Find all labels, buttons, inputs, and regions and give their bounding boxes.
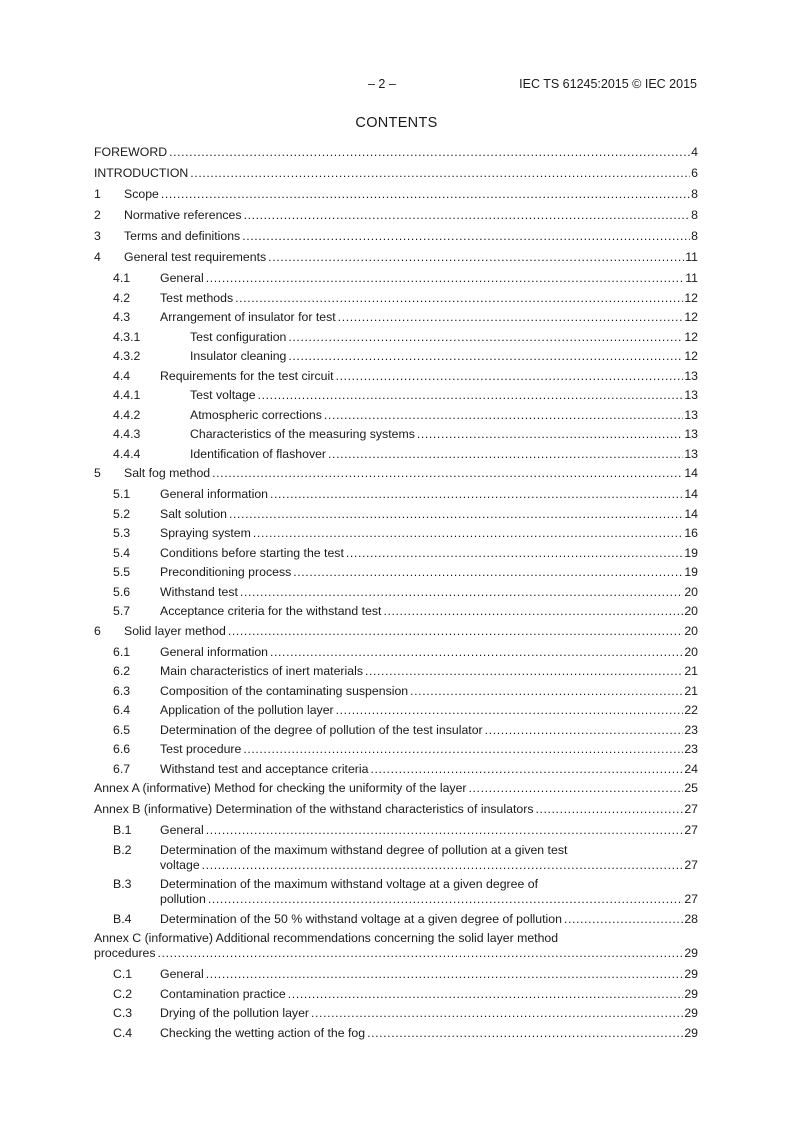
toc-entry[interactable]: Annex B (informative) Determination of the withstand characteristics of insulators ..... 27 <box>94 802 698 817</box>
toc-entry[interactable]: 6.1 General information ..... 20 <box>94 645 698 660</box>
toc-entry[interactable]: 5.4 Conditions before starting the test ..... 19 <box>94 546 698 561</box>
table-of-contents <box>94 145 698 1041</box>
toc-entry[interactable]: 2 Normative references ..... 8 <box>94 208 698 223</box>
toc-entry[interactable]: C.4 Checking the wetting action of the fog ..... 29 <box>94 1026 698 1041</box>
toc-entry[interactable]: 3 Terms and definitions ..... 8 <box>94 229 698 244</box>
page-number: – 2 – <box>368 77 396 91</box>
toc-entry[interactable]: 6.7 Withstand test and acceptance criteria ..... 24 <box>94 762 698 777</box>
toc-entry[interactable]: 1 Scope ..... 8 <box>94 187 698 202</box>
document-identifier: IEC TS 61245:2015 © IEC 2015 <box>519 77 697 91</box>
toc-entry[interactable]: 6 Solid layer method ..... 20 <box>94 624 698 639</box>
toc-entry[interactable]: C.1 General ..... 29 <box>94 967 698 982</box>
toc-entry[interactable]: 6.3 Composition of the contaminating suspension ..... 21 <box>94 684 698 699</box>
toc-entry[interactable]: B.4 Determination of the 50 % withstand voltage at a given degree of pollution ..... 28 <box>94 912 698 927</box>
toc-entry[interactable]: FOREWORD ..... 4 <box>94 145 698 160</box>
toc-entry[interactable]: 6.6 Test procedure ..... 23 <box>94 742 698 757</box>
toc-entry[interactable]: C.3 Drying of the pollution layer ..... 29 <box>94 1006 698 1021</box>
toc-entry[interactable]: 4.4 Requirements for the test circuit ..... 13 <box>94 369 698 384</box>
toc-entry[interactable]: 5 Salt fog method ..... 14 <box>94 466 698 481</box>
toc-entry[interactable]: 4.4.1 Test voltage ..... 13 <box>94 388 698 403</box>
toc-entry[interactable]: 4.4.2 Atmospheric corrections ..... 13 <box>94 408 698 423</box>
toc-entry[interactable]: 5.2 Salt solution ..... 14 <box>94 507 698 522</box>
toc-entry[interactable]: 5.7 Acceptance criteria for the withstand test ..... 20 <box>94 604 698 619</box>
toc-entry[interactable]: 5.6 Withstand test ..... 20 <box>94 585 698 600</box>
toc-entry[interactable]: B.3 Determination of the maximum withstand voltage at a given degree of pollution ..... 27 <box>94 877 698 907</box>
toc-entry[interactable]: 5.3 Spraying system ..... 16 <box>94 526 698 541</box>
toc-entry[interactable]: 5.5 Preconditioning process ..... 19 <box>94 565 698 580</box>
toc-entry[interactable]: INTRODUCTION ..... 6 <box>94 166 698 181</box>
toc-entry[interactable]: 6.2 Main characteristics of inert materials ..... 21 <box>94 664 698 679</box>
toc-entry[interactable]: 5.1 General information ..... 14 <box>94 487 698 502</box>
page-header <box>0 77 793 93</box>
toc-entry[interactable]: 4.4.4 Identification of flashover ..... 13 <box>94 447 698 462</box>
toc-entry[interactable]: 4.2 Test methods ..... 12 <box>94 291 698 306</box>
toc-entry[interactable]: 4.3.1 Test configuration ..... 12 <box>94 330 698 345</box>
toc-entry[interactable]: 4 General test requirements ..... 11 <box>94 250 698 265</box>
toc-entry[interactable]: Annex C (informative) Additional recommendations concerning the solid layer method procedures ..... 29 <box>94 931 698 961</box>
toc-entry[interactable]: Annex A (informative) Method for checking the uniformity of the layer ..... 25 <box>94 781 698 796</box>
toc-entry[interactable]: 4.3 Arrangement of insulator for test ..... 12 <box>94 310 698 325</box>
toc-entry[interactable]: 6.4 Application of the pollution layer ..... 22 <box>94 703 698 718</box>
toc-entry[interactable]: C.2 Contamination practice ..... 29 <box>94 987 698 1002</box>
toc-entry[interactable]: B.1 General ..... 27 <box>94 823 698 838</box>
toc-entry[interactable]: 4.4.3 Characteristics of the measuring systems ..... 13 <box>94 427 698 442</box>
toc-entry[interactable]: 6.5 Determination of the degree of pollution of the test insulator ..... 23 <box>94 723 698 738</box>
contents-title: CONTENTS <box>355 115 438 131</box>
toc-entry[interactable]: B.2 Determination of the maximum withstand degree of pollution at a given test voltage ..... 27 <box>94 843 698 873</box>
toc-entry[interactable]: 4.3.2 Insulator cleaning ..... 12 <box>94 349 698 364</box>
toc-entry[interactable]: 4.1 General ..... 11 <box>94 271 698 286</box>
